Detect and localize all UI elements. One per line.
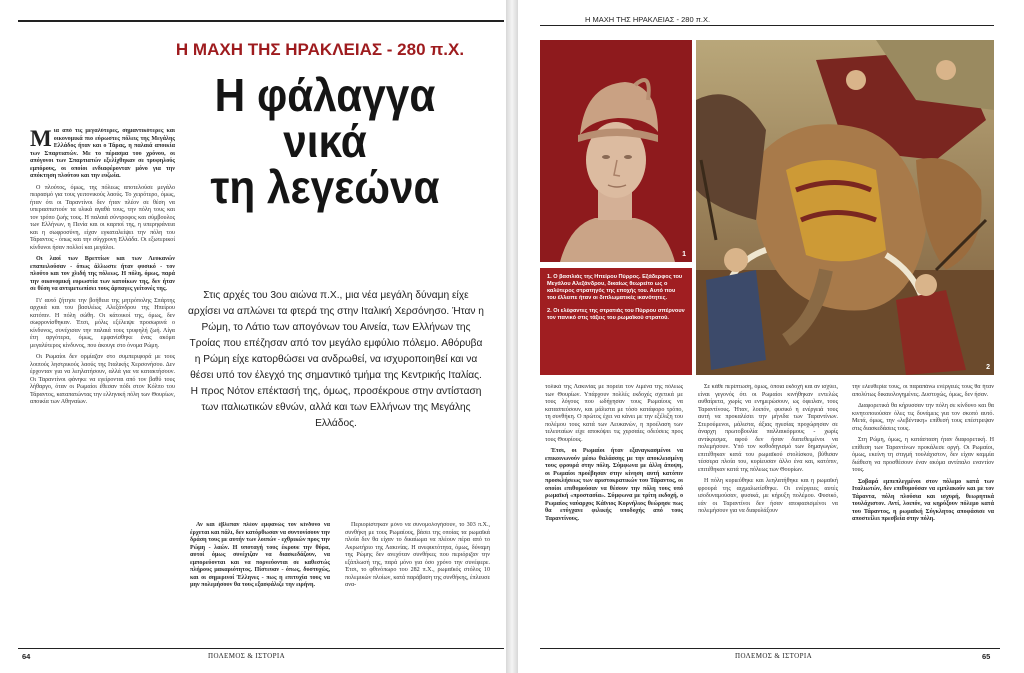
body-paragraph: την ελευθερία τους, οι παραπάνω ενέργειές τους θα ήταν απολύτως δικαιολογημένες. Δυστυχώς, όμως, δεν ήσαν. — [852, 384, 994, 398]
text-column-r3 — [852, 384, 994, 646]
lead-paragraph: Στις αρχές του 3ου αιώνα π.Χ., μια νέα μεγάλη δύναμη είχε αρχίσει να απλώνει τα φτερά της στην Ιταλική Χερσόνησο. Ήταν η Ρώμη, το Λάτιο των απογόνων του Αινεία, των Ελλήνων της Τροίας που επέζησαν από τον μεγάλο εμφύλιο πόλεμο. Αθόρυβα η Ρώμη είχε κατορθώσει να ανδρωθεί, να ισχυροποιηθεί και να θέσει υπό τον έλεγχό της σημαντικό τμήμα της Κεντρικής Ιταλίας. Η προς Νότον επέκτασή της, όμως, προσέκρουε στην αντίσταση των ιταλιωτικών εθνών, αλλά και των Ελλήνων της Μεγάλης Ελλάδος. — [188, 290, 484, 429]
text-column-3 — [345, 522, 490, 647]
page-number: 65 — [982, 652, 991, 661]
text-column-r1 — [545, 384, 683, 646]
magazine-footer: ΠΟΛΕΜΟΣ & ΙΣΤΟΡΙΑ — [735, 652, 813, 660]
figure-number: 1 — [682, 251, 686, 258]
caption-2: 2. Οι ελέφαντες της στρατιάς του Πύρρου σπέρνουν τον πανικό στις τάξεις του ρωμαϊκού στρατού. — [547, 308, 685, 321]
bottom-rule — [540, 648, 1000, 649]
drop-cap: Μ — [30, 128, 52, 151]
body-paragraph: Σε κάθε περίπτωση, όμως, όποια εκδοχή και αν ισχύει, είναι γεγονός ότι οι Ρωμαίοι κινήθηκαν εντελώς αυθαίρετα, χωρίς να ενημερώσουν, ως όφειλαν, τους Ταραντίνους. Ήταν, λοιπόν, φυσικό η ενέργειά τους αυτή να προκαλέσει την μήνιδα των Ταραντίνων. Στερούμενοι, μάλιστα, άξιας ηγεσίας προχώρησαν σε άναρχη πρωτοβουλία παλλαικόρμους - χωρίς αντίκρισμα, αφού δεν ήσαν διατεθειμένοι να πολεμήσουν. Υπό τον κοθοδηγισμό των δημαγωγών, επιτέθηκαν κατά του ρωμαϊκού στολίσκου, βύθισαν τέσσερα πλοία του, κυρίευσαν άλλο ένα και, κατόπιν, επιτέθηκαν κατά της πόλεως των Θουρίων. — [698, 384, 838, 473]
body-paragraph: τολικά της Λακινίας με πορεία τον λιμένα της πόλεως των Θουρίων. Υπάρχουν πολλές εκδοχές σχετικά με τους λόγους που ωδήγησαν τους Ρωμαίους να κατασπεύσουν, και μάλιστα με τόσο κατάφορο τρόπο, τη συνθήκη. Ο πρώτος έχει να κάνει με την εξέλιξη του πολέμου τους κατά των Λευκανών, η προέλαση των τελευταίων είχε αποκόψει τις χερσαίες οδεύσεις προς τους Θουρίους. — [545, 384, 683, 443]
text-column-r2 — [698, 384, 838, 646]
title-line-2: νικά — [283, 115, 367, 167]
elephant-battle-illustration — [696, 40, 994, 375]
bust-illustration — [540, 40, 692, 262]
spine-gutter — [506, 0, 518, 673]
left-page — [0, 0, 506, 673]
caption-1: 1. Ο βασιλιάς της Ηπείρου Πύρρος. Εξάδερφος του Μεγάλου Αλεξάνδρου, δικαίως θεωρείτο ως ο καλύτερος στρατηγός της εποχής του. Αυτό που του έλλειπε ήταν οι διπλωματικές ικανότητες. — [547, 274, 683, 301]
title-line-1: Η φάλαγγα — [214, 69, 436, 121]
page-number: 64 — [22, 652, 31, 661]
bottom-rule — [18, 648, 504, 649]
text-column-1 — [30, 128, 175, 648]
title-line-3: τη λεγεώνα — [210, 161, 440, 213]
body-paragraph: Η πόλη κυριεύθηκε και λεηλατήθηκε και η ρωμαϊκή φρουρά της αιχμαλωτίσθηκε. Οι ενέργειες αυτές ισοδυναμούσαν, φυσικά, με κήρυξη πολέμου. Φυσικό, εάν οι Ταραντίνοι δεν ήσαν αποφασισμένοι να πολεμήσουν για να διαφυλάξουν — [698, 478, 838, 514]
top-rule — [540, 25, 994, 26]
body-paragraph: Οι Ρωμαίοι δεν ορμίαζαν στο συμπεριφορά με τους λοιπούς ληστρικούς λαούς της Ιταλικής Χερσονήσου. Δεν έρχονταν για να λεηλατήσουν, αλλά για να κατακτήσουν. Οι Ταραντίνοι φάνηκε να εγείρονται από τον βαθύ τους λήθαργο, όταν οι Ρωμαίοι έθεσαν πόδι στον Κόλπο του Τάραντος, καταπατώντας την ελληνική πόλη των Θουρίων, αποικία των Αθηναίων. — [30, 354, 175, 405]
body-paragraph: Περιορίστηκαν μόνο να συνομολογήσουν, το 303 π.Χ., συνθήκη με τους Ρωμαίους, βάσει της οποίας τα ρωμαϊκά πλοία δεν θα είχαν το δικαίωμα να πλέουν πέρα από το Ακρωτήριο της Λακινίας. Η ανεφικτότητα, όμως, δύναμη της Ρώμης δεν ανεχόταν συνθήκες που περιόριζαν την εξάπλωσή της, παρά μόνο για όσο χρόνο την συνέφερε. Έτσι, το φθινόπωρο του 282 π.Χ., ρωμαϊκός στόλος 10 πολεμικών πλοίων, κατά παράβαση της συνθήκης, έπλευσε ανα- — [345, 522, 490, 588]
body-paragraph: Ο πλούτος, όμως, της πόλεως αποτελούσε μεγάλο πειρασμό για τους γειτονικούς λαούς. Το χειρότερο, όμως, ήταν ότι οι Ταραντίνοι δεν ήταν πλέον σε θέση να υπερασπιστούν τα υλικά αγαθά τους, την πόλη τους και τον τρόπο ζωής τους. Η παλαιά σύντροφος και σύμβουλος των Ελλήνων, η Πενία και οι καρποί της, η υπερηφάνεια και η σωφροσύνη, είχαν εγκαταλείψει την πόλη του Τάραντος - όπως και την σύγχρονη Ελλάδα. Οι εξωτερικοί κίνδυνοι ήσαν πολλοί και μεγάλοι. — [30, 184, 175, 251]
body-paragraph: Έτσι, οι Ρωμαίοι ήταν εξαναγκασμένοι να επικοινωνούν μέσω θαλάσσης με την αποκλεισμένη τους φρουρά στην πόλη. Σύμφωνα με άλλη άποψη, οι Ρωμαίοι προέβησαν στην κίνηση αυτή κατόπιν προσκλήσεως των αριστοκρατικών του Τάραντος, οι οποίοι επιθυμούσαν να θέσουν την πόλη τους υπό ρωμαϊκή «προστασία». Σύμφωνα με τρίτη εκδοχή, ο Ρωμαίος ναύαρχος Κάϊνιος Κορνήλιος θεώρησε πως θα ετύγχανε φιλικής υποδοχής από τους Ταραντίνους. — [545, 448, 683, 522]
article-kicker: Η ΜΑΧΗ ΤΗΣ ΗΡΑΚΛΕΙΑΣ - 280 π.Χ. — [175, 40, 465, 59]
body-paragraph: Αν και έβλεπαν πλέον εμφανώς τον κίνδυνο να έρχεται και πάλι, δεν κατόρθωσαν να συντονίσουν την δράση τους με αυτήν των λοιπών - εχθρικών προς την Ρώμη - λαών. Η υποταγή τους έκρουε την θύρα, αυτοί όμως συνέχιζαν να διασκεδάζουν, να εμπορεύονται και να πορνεύονται σε καθεστώς πλήρους μακαριότητος. Πίστευαν - όπως, δυστυχώς, και οι σημερινοί Έλληνες - πως η επιτυχία τους να μην πολεμήσουν θα τους εξασφάλιζε την ειρήνη. — [190, 522, 330, 588]
battle-painting-image — [696, 40, 994, 375]
figure-number: 2 — [986, 364, 990, 371]
body-paragraph: Στη Ρώμη, όμως, η κατάσταση ήταν διαφορετική. Η επίθεση των Ταραντίνων προκάλεσε οργή. Οι Ρωμαίοι, όμως, εκείνη τη στιγμή τουλάχιστον, δεν είχαν καμμία διάθεση να προσθέσουν έναν ακόμα αντίπαλο εναντίον τους. — [852, 437, 994, 473]
caption-box — [540, 268, 692, 375]
article-title — [173, 69, 477, 213]
body-paragraph: Σοβαρά εμπεπλεγμένοι στον πόλεμο κατά των Ιταλιωτών, δεν επιθυμούσαν να εμπλακούν και με τον Τάραντα, πόλη πλούσια και ισχυρή, θεωρητικά τουλάχιστον. Αντί, λοιπόν, να κηρύξουν πόλεμο κατά του Τάραντος, η ρωμαϊκή Σύγκλητος αποφάσισε να αποστείλει πρεσβεία στην πόλη. — [852, 478, 994, 522]
body-paragraph: Οι λαοί των Βρεττίων και των Λευκανών επαπειλούσαν - όπως άλλωστε ήταν φυσικό - τον πλούτο και τον χλιδή της πόλεως. Η πόλη, όμως, παρά την οικονομική ευρωστία των κατοίκων της, δεν ήταν σε θέση να αντιμετωπίσει τους άρπαγες γείτονές της. — [30, 256, 175, 292]
text-column-2 — [190, 522, 330, 647]
body-paragraph: Διαφορετικά θα κήρυσσαν την πόλη σε κίνδυνο και θα κινητοποιούσαν όλες τις δυνάμεις για τον σκοπό αυτό. Μετά, όμως, την «λεβέντικη» επίθεσή τους επέστρεψαν στις διασκεδάσεις τους. — [852, 403, 994, 432]
body-paragraph: Γι' αυτό ζήτησε την βοήθεια της μητρόπολης Σπάρτης αρχικά και του βασιλέως Αλεξάνδρου της Ηπείρου κατόπιν. Η πόλη σώθη. Οι κάτοικοί της, όμως, δεν σωφρονίσθηκαν. Έτσι, μόλις εξέλειψε προσωρινά ο κίνδυνος, συνέχισαν την παλαιά τους τρυφηλή ζωή. Λίγα έτη αργότερα, όμως, εμφανίσθηκε ένας ακόμα μεγαλύτερος κίνδυνος, που άκουγε στο όνομα Ρώμη. — [30, 297, 175, 349]
magazine-footer: ΠΟΛΕΜΟΣ & ΙΣΤΟΡΙΑ — [208, 652, 286, 660]
top-rule — [18, 20, 504, 22]
pyrrhus-bust-image — [540, 40, 692, 262]
running-head: Η ΜΑΧΗ ΤΗΣ ΗΡΑΚΛΕΙΑΣ - 280 π.Χ. — [585, 15, 711, 24]
body-paragraph: Μια από τις μεγαλύτερες, σημαντικότερες και οικονομικά πιο εύρωστες πόλεις της Μεγάλης Ελλάδος ήταν και ο Τάρας, η παλαιά αποικία των Σπαρτιατών. Με το πέρασμα του χρόνου, οι απόγονοι των Σπαρτιατών εξελίχθηκαν σε τρυφηλούς εμπόρους, οι οποίοι ενδιαφέρονταν μόνο για την απόκτηση πλούτου και την ευζωία. — [30, 128, 175, 179]
